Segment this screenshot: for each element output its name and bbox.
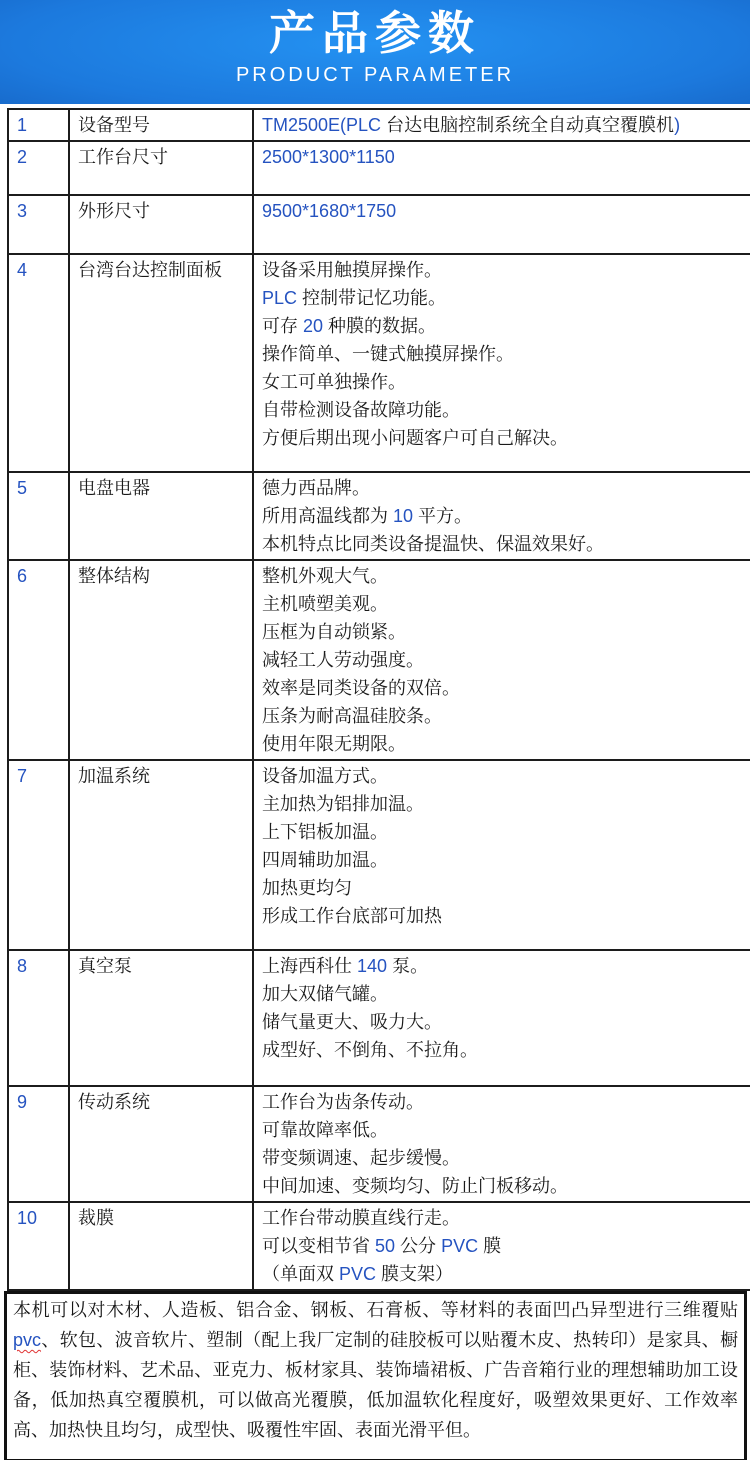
- row-value-cell: [253, 141, 750, 195]
- row-label-cell: 台湾台达控制面板: [69, 254, 253, 472]
- value-line: TM2500E(PLC 台达电脑控制系统全自动真空覆膜机): [262, 115, 681, 135]
- value-line: 自带检测设备故障功能。: [262, 400, 460, 420]
- value-line: 形成工作台底部可加热: [262, 906, 442, 926]
- row-number-cell: 1: [8, 109, 69, 141]
- row-label-cell: 电盘电器: [69, 472, 253, 560]
- row-label-cell: 真空泵: [69, 950, 253, 1086]
- value-line: 储气量更大、吸力大。: [262, 1012, 442, 1032]
- value-line: （单面双 PVC 膜支架）: [262, 1264, 454, 1284]
- value-line: 成型好、不倒角、不拉角。: [262, 1040, 478, 1060]
- footer-text-part1: 本机可以对木材、人造板、铝合金、钢板、石膏板、等材料的表面凹凸异型进行三维覆贴: [13, 1300, 738, 1320]
- row-number-cell: 8: [8, 950, 69, 1086]
- value-line: 整机外观大气。: [262, 566, 388, 586]
- row-label-cell: 裁膜: [69, 1202, 253, 1290]
- value-line: 压框为自动锁紧。: [262, 622, 406, 642]
- spec-table: [7, 108, 750, 1291]
- value-line: 加大双储气罐。: [262, 984, 388, 1004]
- value-line: 四周辅助加温。: [262, 850, 388, 870]
- misspelled-word: pvc: [13, 1330, 42, 1350]
- value-line: 工作台为齿条传动。: [262, 1092, 424, 1112]
- value-line: 带变频调速、起步缓慢。: [262, 1148, 460, 1168]
- row-number-cell: 10: [8, 1202, 69, 1290]
- value-line: 方便后期出现小问题客户可自己解决。: [262, 428, 568, 448]
- row-value-cell: [253, 1086, 750, 1202]
- row-number-cell: 6: [8, 560, 69, 760]
- value-line: 主机喷塑美观。: [262, 594, 388, 614]
- row-label-cell: 整体结构: [69, 560, 253, 760]
- value-line: 效率是同类设备的双倍。: [262, 678, 460, 698]
- value-line: 中间加速、变频均匀、防止门板移动。: [262, 1176, 568, 1196]
- row-value-cell: [253, 950, 750, 1086]
- row-value-cell: [253, 1202, 750, 1290]
- table-row: [8, 1202, 750, 1290]
- row-number-cell: 3: [8, 195, 69, 254]
- row-value-cell: [253, 560, 750, 760]
- table-row: [8, 195, 750, 254]
- value-line: 减轻工人劳动强度。: [262, 650, 424, 670]
- table-row: [8, 760, 750, 950]
- table-row: [8, 950, 750, 1086]
- table-row: [8, 254, 750, 472]
- row-label-cell: 传动系统: [69, 1086, 253, 1202]
- row-number-cell: 5: [8, 472, 69, 560]
- row-label-cell: 工作台尺寸: [69, 141, 253, 195]
- row-value-cell: [253, 254, 750, 472]
- row-label-cell: 设备型号: [69, 109, 253, 141]
- row-number-cell: 2: [8, 141, 69, 195]
- row-label-cell: 外形尺寸: [69, 195, 253, 254]
- table-row: [8, 560, 750, 760]
- value-line: 可存 20 种膜的数据。: [262, 316, 437, 336]
- value-line: 加热更均匀: [262, 878, 352, 898]
- value-line: 所用高温线都为 10 平方。: [262, 506, 473, 526]
- row-value-cell: [253, 760, 750, 950]
- value-line: 上下铝板加温。: [262, 822, 388, 842]
- value-line: 主加热为铝排加温。: [262, 794, 424, 814]
- value-line: 设备采用触摸屏操作。: [262, 260, 442, 280]
- value-line: 本机特点比同类设备提温快、保温效果好。: [262, 534, 604, 554]
- footer-text-part2: 、软包、波音软片、塑制（配上我厂定制的硅胶板可以贴覆木皮、热转印）是家具、橱柜、装饰材料、艺术品、亚克力、板材家具、装饰墙裙板、广告音箱行业的理想辅助加工设备，低加热真空覆膜机，可以做高光覆膜，低加温软化程度好，吸塑效果更好、工作效率高、加热快且均匀，成型快、吸覆性牢固、表面光滑平但。: [13, 1330, 738, 1440]
- value-line: 可以变相节省 50 公分 PVC 膜: [262, 1236, 502, 1256]
- value-line: 压条为耐高温硅胶条。: [262, 706, 442, 726]
- table-row: [8, 1086, 750, 1202]
- row-label-cell: 加温系统: [69, 760, 253, 950]
- value-line: 9500*1680*1750: [262, 201, 397, 221]
- row-value-cell: [253, 472, 750, 560]
- value-line: 设备加温方式。: [262, 766, 388, 786]
- table-row: [8, 472, 750, 560]
- page-subtitle: PRODUCT PARAMETER: [235, 64, 515, 86]
- value-line: 2500*1300*1150: [262, 147, 395, 167]
- spec-table-body: [8, 109, 750, 1290]
- row-number-cell: 4: [8, 254, 69, 472]
- value-line: 工作台带动膜直线行走。: [262, 1208, 460, 1228]
- value-line: 德力西品牌。: [262, 478, 370, 498]
- table-row: [8, 141, 750, 195]
- footer-note: [4, 1291, 747, 1460]
- page-title: 产品参数: [269, 7, 481, 59]
- value-line: 操作简单、一键式触摸屏操作。: [262, 344, 514, 364]
- value-line: PLC 控制带记忆功能。: [262, 288, 447, 308]
- row-value-cell: [253, 109, 750, 141]
- row-value-cell: [253, 195, 750, 254]
- value-line: 使用年限无期限。: [262, 734, 406, 754]
- row-number-cell: 9: [8, 1086, 69, 1202]
- header-banner: [0, 0, 750, 104]
- value-line: 女工可单独操作。: [262, 372, 406, 392]
- row-number-cell: 7: [8, 760, 69, 950]
- value-line: 可靠故障率低。: [262, 1120, 388, 1140]
- table-row: [8, 109, 750, 141]
- value-line: 上海西科仕 140 泵。: [262, 956, 429, 976]
